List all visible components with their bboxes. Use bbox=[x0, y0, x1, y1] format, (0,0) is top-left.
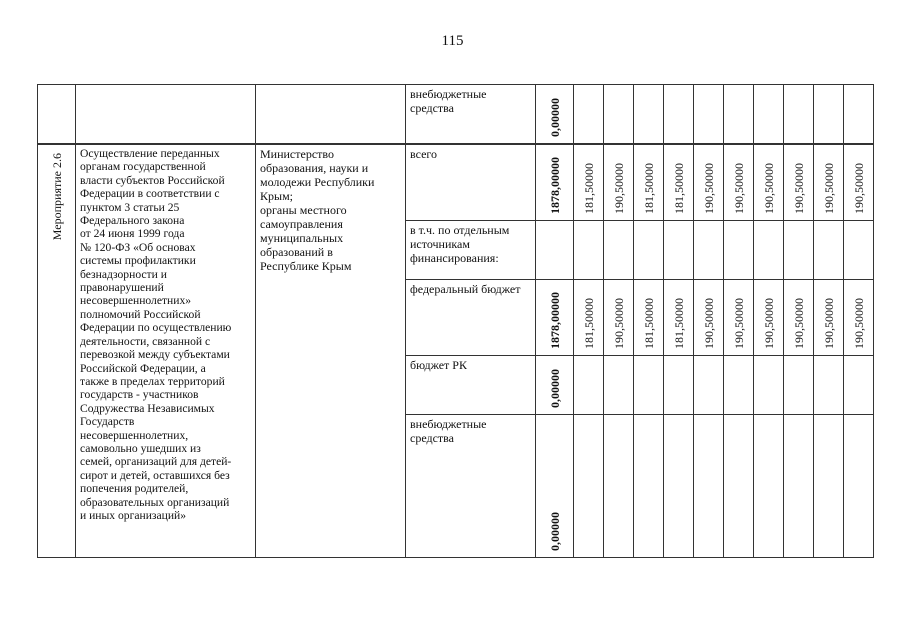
total-cell-value: 0,00000 bbox=[547, 98, 562, 137]
year-cell bbox=[634, 145, 664, 221]
year-cell bbox=[694, 145, 724, 221]
year-cell bbox=[844, 145, 874, 221]
year-cell bbox=[784, 145, 814, 221]
year-cell bbox=[814, 415, 844, 558]
year-cell bbox=[694, 415, 724, 558]
source-cell-text: внебюджетные средства bbox=[410, 87, 487, 115]
year-cell bbox=[844, 280, 874, 356]
total-cell bbox=[536, 145, 574, 221]
source-cell bbox=[406, 356, 536, 415]
year-cell bbox=[634, 356, 664, 415]
year-cell bbox=[694, 221, 724, 280]
continued-label-cell bbox=[38, 85, 76, 144]
year-cell bbox=[844, 415, 874, 558]
year-cell bbox=[604, 280, 634, 356]
year-cell bbox=[844, 85, 874, 144]
year-cell bbox=[784, 415, 814, 558]
continued-executor-cell bbox=[256, 85, 406, 144]
year-cell bbox=[574, 145, 604, 221]
year-cell bbox=[664, 280, 694, 356]
source-cell bbox=[406, 415, 536, 558]
year-cell-value: 190,50000 bbox=[701, 298, 716, 349]
year-cell-value: 190,50000 bbox=[701, 163, 716, 214]
year-cell bbox=[844, 221, 874, 280]
total-cell-value: 0,00000 bbox=[547, 512, 562, 551]
year-cell bbox=[754, 85, 784, 144]
source-cell-text: внебюджетные средства bbox=[410, 417, 487, 445]
year-cell bbox=[784, 221, 814, 280]
source-cell bbox=[406, 221, 536, 280]
year-cell-value: 190,50000 bbox=[761, 298, 776, 349]
year-cell bbox=[724, 221, 754, 280]
year-cell-value: 181,50000 bbox=[581, 163, 596, 214]
year-cell bbox=[724, 280, 754, 356]
total-cell bbox=[536, 221, 574, 280]
year-cell bbox=[604, 356, 634, 415]
year-cell bbox=[754, 356, 784, 415]
year-cell-value: 181,50000 bbox=[641, 163, 656, 214]
year-cell bbox=[574, 221, 604, 280]
year-cell bbox=[574, 415, 604, 558]
source-cell-text: бюджет РК bbox=[410, 358, 467, 372]
year-cell-value: 190,50000 bbox=[731, 163, 746, 214]
year-cell bbox=[724, 85, 754, 144]
total-cell bbox=[536, 280, 574, 356]
year-cell bbox=[664, 356, 694, 415]
year-cell bbox=[664, 145, 694, 221]
source-cell-text: федеральный бюджет bbox=[410, 282, 521, 296]
page-number: 115 bbox=[441, 33, 464, 49]
year-cell bbox=[634, 415, 664, 558]
year-cell bbox=[754, 415, 784, 558]
year-cell-value: 181,50000 bbox=[581, 298, 596, 349]
total-cell-value: 1878,00000 bbox=[547, 292, 562, 349]
year-cell-value: 190,50000 bbox=[851, 163, 866, 214]
year-cell bbox=[814, 356, 844, 415]
year-cell bbox=[574, 85, 604, 144]
source-cell-text: всего bbox=[410, 147, 438, 161]
total-cell-value: 1878,00000 bbox=[547, 157, 562, 214]
executor-cell bbox=[256, 145, 406, 558]
year-cell bbox=[724, 356, 754, 415]
measure-description: Осуществление переданных органам государственной власти субъектов Российской Федерации в соответствии с пунктом 3 статьи 25 Федерального закона от 24 июня 1999 года № 120-ФЗ «Об основах системы профилактики безнадзорности и правонарушений несовершеннолетних» полномочий Российской Федерации по осуществлению деятельности, связанной с перевозкой между субъектами Российской Федерации, а также в пределах территорий государств - участников Содружества Независимых Государств несовершеннолетних, самовольно ушедших из семей, организаций для детей- сирот и детей, оставшихся без попечения родителей, образовательных организаций и иных организаций» bbox=[80, 147, 232, 522]
year-cell bbox=[574, 356, 604, 415]
total-cell bbox=[536, 415, 574, 558]
year-cell-value: 190,50000 bbox=[761, 163, 776, 214]
executor-text: Министерство образования, науки и молодежи Республики Крым; органы местного самоуправления муниципальных образований в Республике Крым bbox=[260, 147, 375, 273]
year-cell-value: 190,50000 bbox=[821, 163, 836, 214]
year-cell bbox=[814, 85, 844, 144]
total-cell-value: 0,00000 bbox=[547, 369, 562, 408]
table-row bbox=[38, 85, 874, 144]
year-cell bbox=[784, 356, 814, 415]
year-cell bbox=[754, 280, 784, 356]
continued-description-cell bbox=[76, 85, 256, 144]
year-cell bbox=[814, 221, 844, 280]
source-cell bbox=[406, 145, 536, 221]
year-cell bbox=[754, 145, 784, 221]
source-cell-text: в т.ч. по отдельным источникам финансирования: bbox=[410, 223, 510, 265]
source-cell bbox=[406, 280, 536, 356]
source-cell bbox=[406, 85, 536, 144]
measure-description-cell bbox=[76, 145, 256, 558]
year-cell-value: 190,50000 bbox=[851, 298, 866, 349]
year-cell bbox=[634, 280, 664, 356]
total-cell bbox=[536, 356, 574, 415]
year-cell-value: 190,50000 bbox=[731, 298, 746, 349]
year-cell bbox=[634, 85, 664, 144]
year-cell bbox=[784, 85, 814, 144]
year-cell bbox=[664, 415, 694, 558]
year-cell bbox=[814, 280, 844, 356]
table-row bbox=[38, 145, 874, 221]
year-cell-value: 190,50000 bbox=[611, 163, 626, 214]
year-cell-value: 181,50000 bbox=[641, 298, 656, 349]
year-cell bbox=[604, 145, 634, 221]
measure-label: Мероприятие 2.6 bbox=[49, 153, 64, 241]
year-cell-value: 190,50000 bbox=[821, 298, 836, 349]
year-cell bbox=[694, 280, 724, 356]
year-cell-value: 181,50000 bbox=[671, 298, 686, 349]
year-cell-value: 190,50000 bbox=[611, 298, 626, 349]
year-cell bbox=[784, 280, 814, 356]
year-cell bbox=[664, 85, 694, 144]
total-cell bbox=[536, 85, 574, 144]
year-cell bbox=[814, 145, 844, 221]
year-cell bbox=[604, 415, 634, 558]
year-cell bbox=[754, 221, 784, 280]
year-cell-value: 190,50000 bbox=[791, 163, 806, 214]
year-cell bbox=[634, 221, 664, 280]
budget-table bbox=[37, 84, 874, 558]
year-cell bbox=[694, 356, 724, 415]
year-cell bbox=[664, 221, 694, 280]
year-cell bbox=[574, 280, 604, 356]
measure-label-cell bbox=[38, 145, 76, 558]
year-cell-value: 181,50000 bbox=[671, 163, 686, 214]
year-cell-value: 190,50000 bbox=[791, 298, 806, 349]
year-cell bbox=[724, 145, 754, 221]
year-cell bbox=[724, 415, 754, 558]
year-cell bbox=[844, 356, 874, 415]
year-cell bbox=[694, 85, 724, 144]
year-cell bbox=[604, 221, 634, 280]
year-cell bbox=[604, 85, 634, 144]
